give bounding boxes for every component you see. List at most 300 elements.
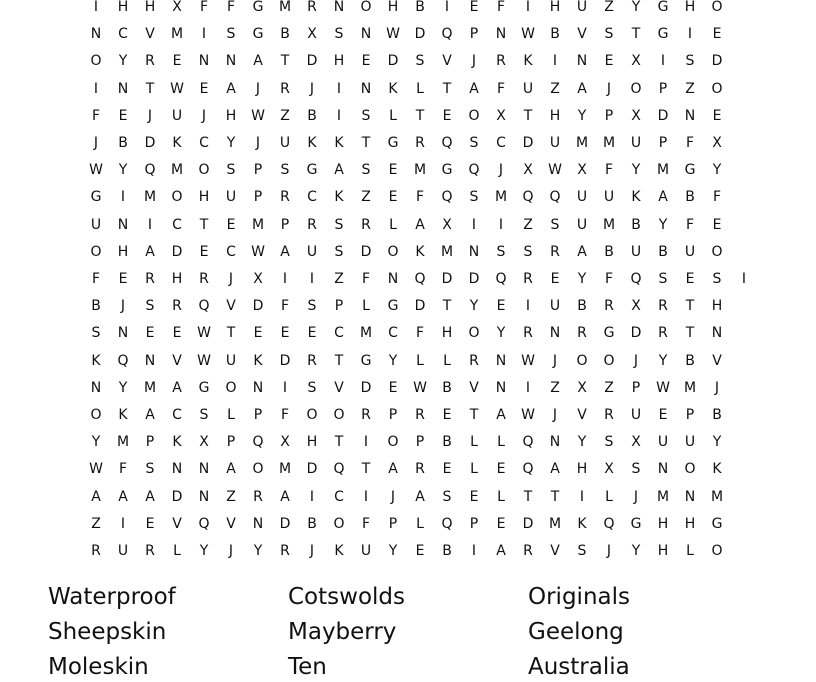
grid-letter: U [603,189,615,206]
grid-letter: G [90,189,102,206]
grid-letter: J [309,80,315,97]
grid-letter: O [711,243,723,260]
grid-letter: S [334,26,344,43]
grid-letter: U [225,352,237,369]
grid-letter: I [741,271,747,287]
grid-letter: N [468,243,480,260]
grid-letter: O [90,407,102,423]
grid-letter: W [413,379,427,396]
grid-letter: V [334,379,344,396]
grid-letter: L [173,543,181,559]
grid-letter: U [630,135,642,151]
grid-letter: X [631,434,641,451]
grid-letter: T [145,80,155,97]
grid-letter: I [120,515,126,532]
grid-letter: F [685,135,695,151]
grid-letter: N [198,53,210,70]
grid-letter: R [361,216,371,233]
grid-letter: U [225,189,237,206]
grid-letter: T [685,298,695,315]
grid-letter: Q [522,189,534,206]
grid-letter: O [333,407,345,423]
grid-letter: H [144,0,156,15]
grid-letter: Y [631,543,641,559]
grid-letter: E [442,407,452,423]
grid-letter: E [199,80,209,97]
grid-letter: N [657,461,669,478]
grid-letter: R [550,243,560,260]
grid-letter: E [442,461,452,478]
grid-letter: U [576,0,588,15]
grid-letter: Y [712,162,722,179]
grid-letter: Y [118,379,128,396]
grid-letter: I [471,543,477,559]
grid-letter: I [444,0,450,15]
grid-letter: E [496,515,506,532]
grid-letter: U [684,243,696,260]
grid-letter: H [171,271,183,287]
grid-letter: E [685,271,695,287]
grid-letter: S [226,162,236,179]
grid-letter: E [118,107,128,124]
grid-letter: N [684,107,696,124]
grid-letter: R [658,325,668,342]
grid-letter: A [145,407,155,423]
grid-letter: B [685,352,695,369]
grid-letter: B [712,407,722,423]
grid-letter: T [442,80,452,97]
grid-letter: N [549,325,561,342]
grid-letter: B [577,298,587,315]
grid-letter: Y [91,434,101,451]
grid-letter: Y [253,543,263,559]
grid-letter: U [576,189,588,206]
grid-letter: Q [630,271,642,287]
grid-letter: A [91,488,101,505]
grid-letter: F [199,0,209,15]
grid-letter: J [606,543,612,559]
grid-letter: H [117,243,129,260]
grid-letter: Q [117,352,129,369]
grid-letter: Q [333,461,345,478]
grid-letter: S [469,189,479,206]
grid-letter: F [361,515,371,532]
grid-letter: V [172,515,182,532]
grid-letter: X [712,135,722,151]
grid-letter: D [414,26,426,43]
grid-letter: Q [603,515,615,532]
grid-letter: M [278,461,292,478]
grid-letter: M [656,162,670,179]
grid-letter: Q [252,434,264,451]
grid-letter: X [172,0,182,15]
grid-letter: K [577,515,587,532]
grid-letter: N [684,488,696,505]
grid-letter: A [658,189,668,206]
grid-letter: S [226,26,236,43]
grid-letter: G [198,379,210,396]
grid-letter: M [494,189,508,206]
grid-letter: A [550,461,560,478]
grid-letter: E [388,189,398,206]
grid-letter: K [712,461,722,478]
grid-letter: Y [631,162,641,179]
grid-letter: N [252,379,264,396]
grid-letter: A [118,488,128,505]
grid-letter: D [630,325,642,342]
grid-letter: B [442,379,452,396]
grid-letter: U [549,298,561,315]
grid-letter: T [280,53,290,70]
grid-letter: K [91,352,101,369]
grid-letter: X [280,434,290,451]
grid-letter: R [172,298,182,315]
grid-letter: D [171,488,183,505]
grid-letter: S [631,461,641,478]
grid-letter: E [415,543,425,559]
grid-letter: T [199,216,209,233]
grid-letter: E [469,488,479,505]
grid-letter: U [549,135,561,151]
grid-letter: I [147,216,153,233]
grid-letter: B [118,135,128,151]
grid-letter: S [307,379,317,396]
grid-letter: V [550,543,560,559]
grid-letter: J [201,107,207,124]
grid-letter: P [631,379,641,396]
grid-letter: B [442,434,452,451]
grid-letter: J [147,107,153,124]
grid-letter: Z [280,107,290,124]
grid-letter: Q [549,189,561,206]
grid-letter: M [170,26,184,43]
grid-letter: M [602,216,616,233]
grid-letter: A [280,488,290,505]
grid-letter: T [523,488,533,505]
grid-letter: K [334,189,344,206]
grid-letter: L [497,488,505,505]
grid-letter: K [172,135,182,151]
grid-letter: T [226,325,236,342]
grid-letter: T [631,26,641,43]
grid-letter: E [469,0,479,15]
grid-letter: B [280,26,290,43]
grid-letter: O [468,107,480,124]
grid-letter: D [279,352,291,369]
grid-letter: R [523,271,533,287]
grid-letter: Q [522,461,534,478]
grid-letter: S [577,543,587,559]
grid-letter: P [469,26,479,43]
grid-letter: P [388,515,398,532]
grid-letter: V [442,53,452,70]
grid-letter: E [442,107,452,124]
grid-letter: O [576,352,588,369]
grid-letter: D [522,135,534,151]
grid-letter: A [469,80,479,97]
grid-letter: N [549,434,561,451]
grid-letter: U [684,434,696,451]
grid-letter: I [579,488,585,505]
grid-letter: I [498,216,504,233]
grid-letter: G [630,515,642,532]
grid-letter: V [577,407,587,423]
grid-letter: W [170,80,184,97]
grid-letter: T [685,325,695,342]
grid-letter: E [604,53,614,70]
grid-letter: X [631,298,641,315]
grid-letter: M [710,488,724,505]
grid-letter: M [548,515,562,532]
grid-letter: I [363,488,369,505]
grid-letter: I [309,271,315,287]
grid-letter: P [388,407,398,423]
grid-letter: R [280,80,290,97]
grid-letter: Y [469,298,479,315]
grid-letter: X [253,271,263,287]
grid-letter: Y [577,107,587,124]
grid-letter: O [603,352,615,369]
grid-letter: U [279,135,291,151]
grid-letter: Q [144,162,156,179]
grid-letter: O [468,325,480,342]
grid-letter: N [90,379,102,396]
grid-letter: I [120,189,126,206]
grid-letter: H [711,298,723,315]
grid-letter: N [225,53,237,70]
grid-letter: V [226,515,236,532]
grid-letter: P [685,407,695,423]
grid-letter: E [388,162,398,179]
grid-letter: X [604,461,614,478]
grid-letter: Q [441,515,453,532]
grid-letter: S [280,162,290,179]
grid-letter: G [603,325,615,342]
grid-letter: E [172,325,182,342]
grid-letter: C [334,325,344,342]
grid-letter: O [90,53,102,70]
grid-letter: E [712,216,722,233]
grid-letter: K [118,407,128,423]
grid-letter: E [118,271,128,287]
grid-letter: H [198,189,210,206]
grid-letter: T [361,135,371,151]
grid-letter: S [334,216,344,233]
grid-letter: H [117,0,129,15]
grid-letter: Y [118,162,128,179]
grid-letter: T [442,298,452,315]
grid-letter: D [306,53,318,70]
grid-letter: A [145,243,155,260]
grid-letter: G [657,0,669,15]
grid-letter: E [361,53,371,70]
grid-letter: W [251,107,265,124]
grid-letter: N [360,26,372,43]
grid-letter: S [145,298,155,315]
grid-letter: G [684,162,696,179]
grid-letter: K [631,189,641,206]
grid-letter: O [630,80,642,97]
grid-letter: W [386,26,400,43]
word-mayberry: Mayberry [288,619,397,645]
grid-letter: A [388,461,398,478]
grid-letter: C [118,26,128,43]
grid-letter: X [631,53,641,70]
grid-letter: A [577,80,587,97]
grid-letter: A [496,543,506,559]
grid-letter: W [656,379,670,396]
grid-letter: P [253,162,263,179]
grid-letter: R [496,53,506,70]
grid-letter: E [496,461,506,478]
grid-letter: T [334,434,344,451]
grid-letter: I [336,80,342,97]
grid-letter: F [496,80,506,97]
grid-letter: F [415,325,425,342]
grid-letter: W [89,162,103,179]
grid-letter: S [442,488,452,505]
grid-letter: S [307,298,317,315]
grid-letter: R [604,298,614,315]
grid-letter: F [685,216,695,233]
grid-letter: N [117,325,129,342]
grid-letter: R [280,189,290,206]
grid-letter: D [360,379,372,396]
grid-letter: E [658,407,668,423]
grid-letter: N [495,379,507,396]
grid-letter: K [523,53,533,70]
grid-letter: R [91,543,101,559]
grid-letter: Q [198,298,210,315]
grid-letter: E [496,298,506,315]
grid-letter: C [388,325,398,342]
grid-letter: B [307,515,317,532]
grid-letter: P [253,407,263,423]
grid-letter: B [604,243,614,260]
grid-letter: F [226,0,236,15]
grid-letter: A [577,243,587,260]
grid-letter: K [334,135,344,151]
grid-letter: W [521,352,535,369]
grid-letter: Y [631,0,641,15]
grid-letter: X [307,26,317,43]
grid-letter: U [171,107,183,124]
grid-letter: S [334,243,344,260]
word-sheepskin: Sheepskin [48,619,167,645]
grid-letter: R [145,53,155,70]
grid-letter: H [306,434,318,451]
grid-letter: E [253,325,263,342]
grid-letter: C [199,135,209,151]
grid-letter: I [93,80,99,97]
grid-letter: J [714,379,720,396]
grid-letter: U [630,407,642,423]
grid-letter: K [415,243,425,260]
grid-letter: X [199,434,209,451]
grid-letter: X [523,162,533,179]
grid-letter: H [549,107,561,124]
grid-letter: M [656,488,670,505]
grid-letter: H [549,0,561,15]
grid-letter: N [198,461,210,478]
grid-letter: A [334,162,344,179]
word-cotswolds: Cotswolds [288,584,405,610]
grid-letter: C [226,243,236,260]
grid-letter: R [280,543,290,559]
grid-letter: R [523,325,533,342]
grid-letter: A [172,379,182,396]
grid-letter: H [684,0,696,15]
grid-letter: R [415,461,425,478]
grid-letter: O [90,243,102,260]
grid-letter: A [226,461,236,478]
grid-letter: L [389,216,397,233]
grid-letter: J [93,135,99,151]
grid-letter: H [387,0,399,15]
word-ten: Ten [288,654,327,680]
grid-letter: D [657,107,669,124]
grid-letter: D [171,243,183,260]
grid-letter: N [360,80,372,97]
grid-letter: X [442,216,452,233]
grid-letter: R [307,216,317,233]
grid-letter: D [387,53,399,70]
grid-letter: T [469,407,479,423]
grid-letter: C [172,407,182,423]
grid-letter: Z [604,0,614,15]
grid-letter: H [441,325,453,342]
grid-letter: D [711,53,723,70]
word-moleskin: Moleskin [48,654,149,680]
grid-letter: W [89,461,103,478]
grid-letter: P [658,80,668,97]
grid-letter: Q [441,135,453,151]
grid-letter: L [362,298,370,315]
grid-letter: Y [658,352,668,369]
grid-letter: Q [522,434,534,451]
grid-letter: J [633,488,639,505]
grid-letter: V [469,379,479,396]
grid-letter: J [309,543,315,559]
grid-letter: T [361,461,371,478]
grid-letter: W [521,26,535,43]
word-originals: Originals [528,584,630,610]
grid-letter: A [226,80,236,97]
grid-letter: F [280,407,290,423]
grid-letter: Y [577,434,587,451]
grid-letter: S [415,53,425,70]
grid-letter: I [363,434,369,451]
grid-letter: L [605,488,613,505]
grid-letter: C [496,135,506,151]
grid-letter: K [334,543,344,559]
grid-letter: X [577,162,587,179]
grid-letter: J [255,80,261,97]
grid-letter: E [307,325,317,342]
grid-letter: F [712,189,722,206]
grid-letter: R [469,352,479,369]
grid-letter: H [225,107,237,124]
grid-letter: F [604,271,614,287]
grid-letter: D [360,243,372,260]
grid-letter: A [145,488,155,505]
grid-letter: Z [523,216,533,233]
grid-letter: G [360,352,372,369]
grid-letter: J [255,135,261,151]
grid-letter: N [144,352,156,369]
grid-letter: E [712,107,722,124]
grid-letter: V [226,298,236,315]
